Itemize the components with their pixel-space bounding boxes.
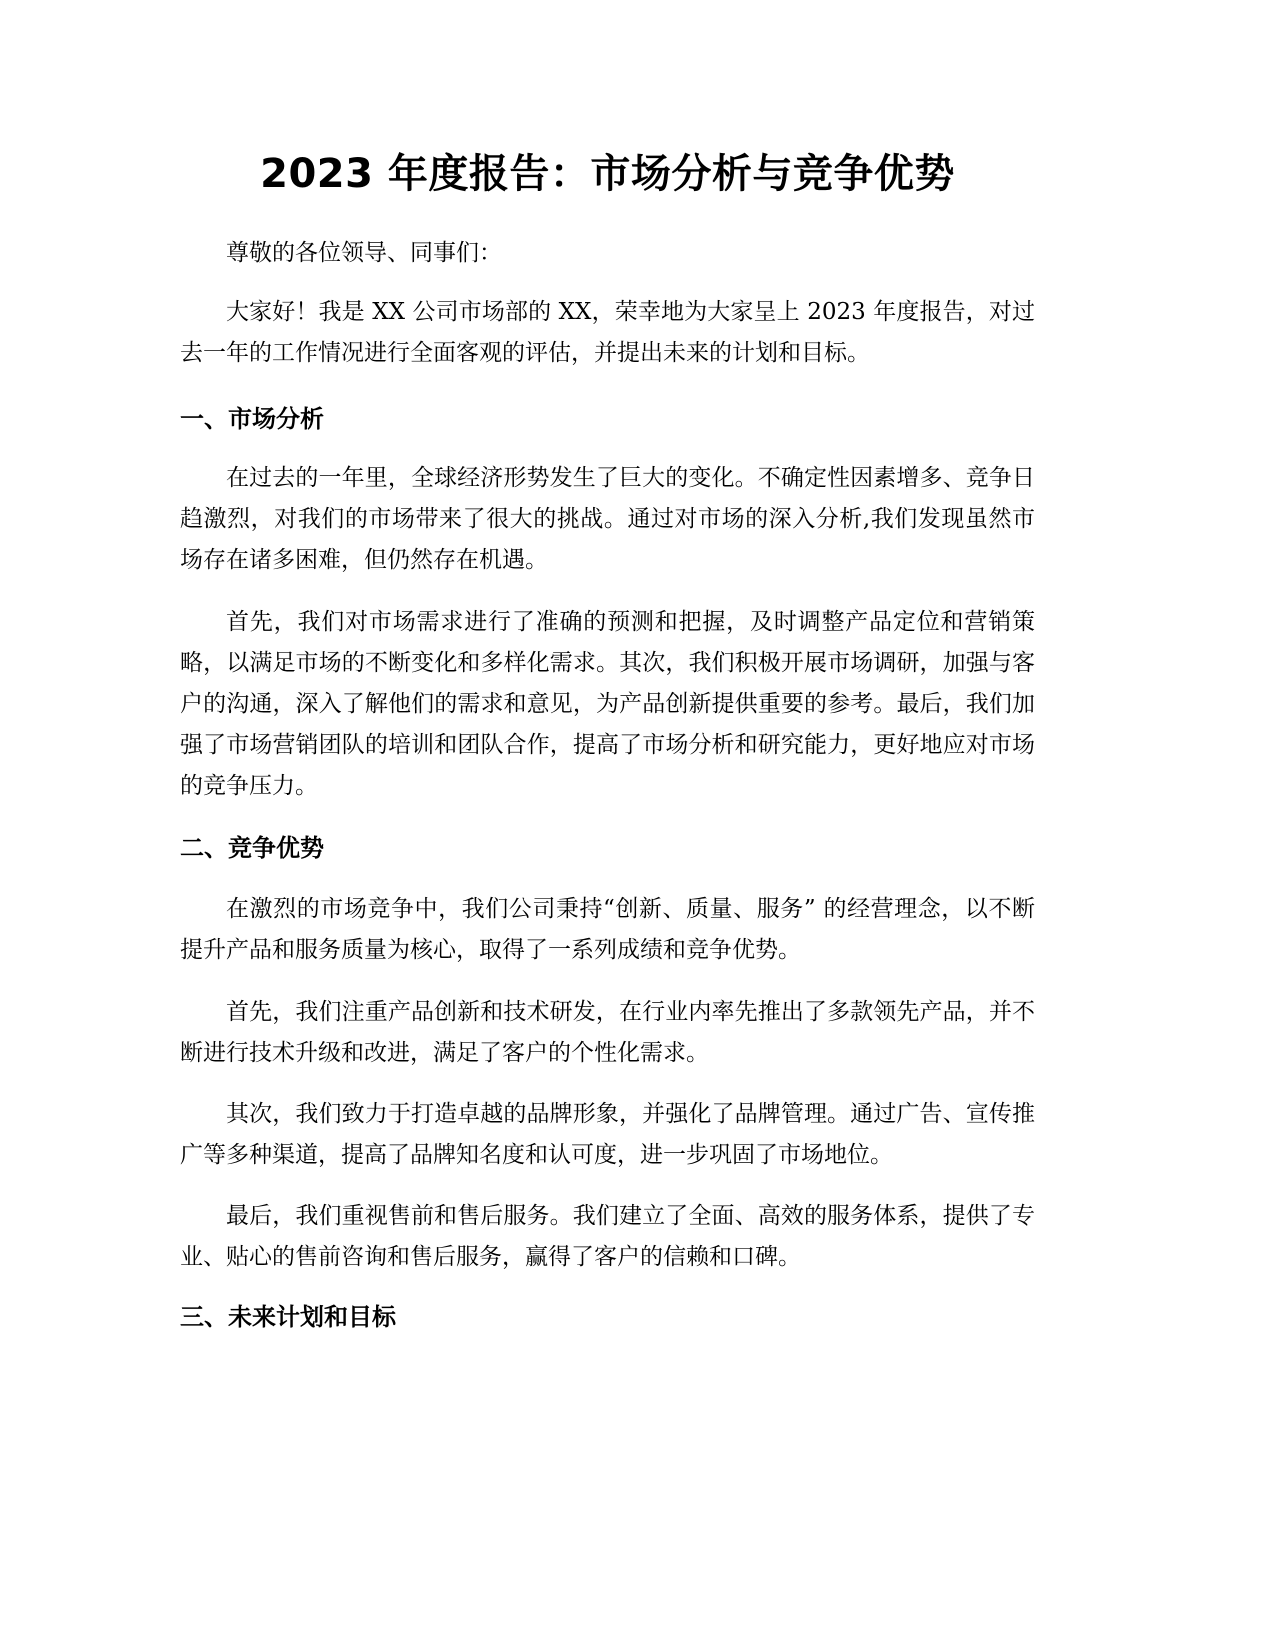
market-analysis-paragraph-2: 首先，我们对市场需求进行了准确的预测和把握，及时调整产品定位和营销策略，以满足市场的不断变化和多样化需求。其次，我们积极开展市场调研，加强与客户的沟通，深入了解他们的需求和意见，为产品创新提供重要的参考。最后，我们加强了市场营销团队的培训和团队合作，提高了市场分析和研究能力，更好地应对市场的竞争压力。 <box>180 609 1035 799</box>
document-title: 2023 年度报告：市场分析与竞争优势 <box>260 151 955 197</box>
greeting-paragraph: 尊敬的各位领导、同事们： <box>226 240 502 266</box>
section-heading-market-analysis: 一、市场分析 <box>180 405 324 433</box>
section-heading-future-plans: 三、未来计划和目标 <box>180 1303 396 1331</box>
competitive-advantage-paragraph-1: 在激烈的市场竞争中，我们公司秉持“创新、质量、服务” 的经营理念，以不断提升产品和服务质量为核心，取得了一系列成绩和竞争优势。 <box>180 896 1035 963</box>
section-heading-competitive-advantage: 二、竞争优势 <box>180 834 324 862</box>
competitive-advantage-paragraph-2: 首先，我们注重产品创新和技术研发，在行业内率先推出了多款领先产品，并不断进行技术升级和改进，满足了客户的个性化需求。 <box>180 999 1035 1066</box>
market-analysis-paragraph-1: 在过去的一年里，全球经济形势发生了巨大的变化。不确定性因素增多、竞争日趋激烈，对我们的市场带来了很大的挑战。通过对市场的深入分析,我们发现虽然市场存在诸多困难，但仍然存在机遇。 <box>180 465 1035 573</box>
competitive-advantage-paragraph-4: 最后，我们重视售前和售后服务。我们建立了全面、高效的服务体系，提供了专业、贴心的售前咨询和售后服务，赢得了客户的信赖和口碑。 <box>180 1203 1035 1270</box>
intro-paragraph: 大家好！我是 XX 公司市场部的 XX，荣幸地为大家呈上 2023 年度报告，对过去一年的工作情况进行全面客观的评估，并提出未来的计划和目标。 <box>180 299 1035 366</box>
competitive-advantage-paragraph-3: 其次，我们致力于打造卓越的品牌形象，并强化了品牌管理。通过广告、宣传推广等多种渠道，提高了品牌知名度和认可度，进一步巩固了市场地位。 <box>180 1101 1035 1168</box>
